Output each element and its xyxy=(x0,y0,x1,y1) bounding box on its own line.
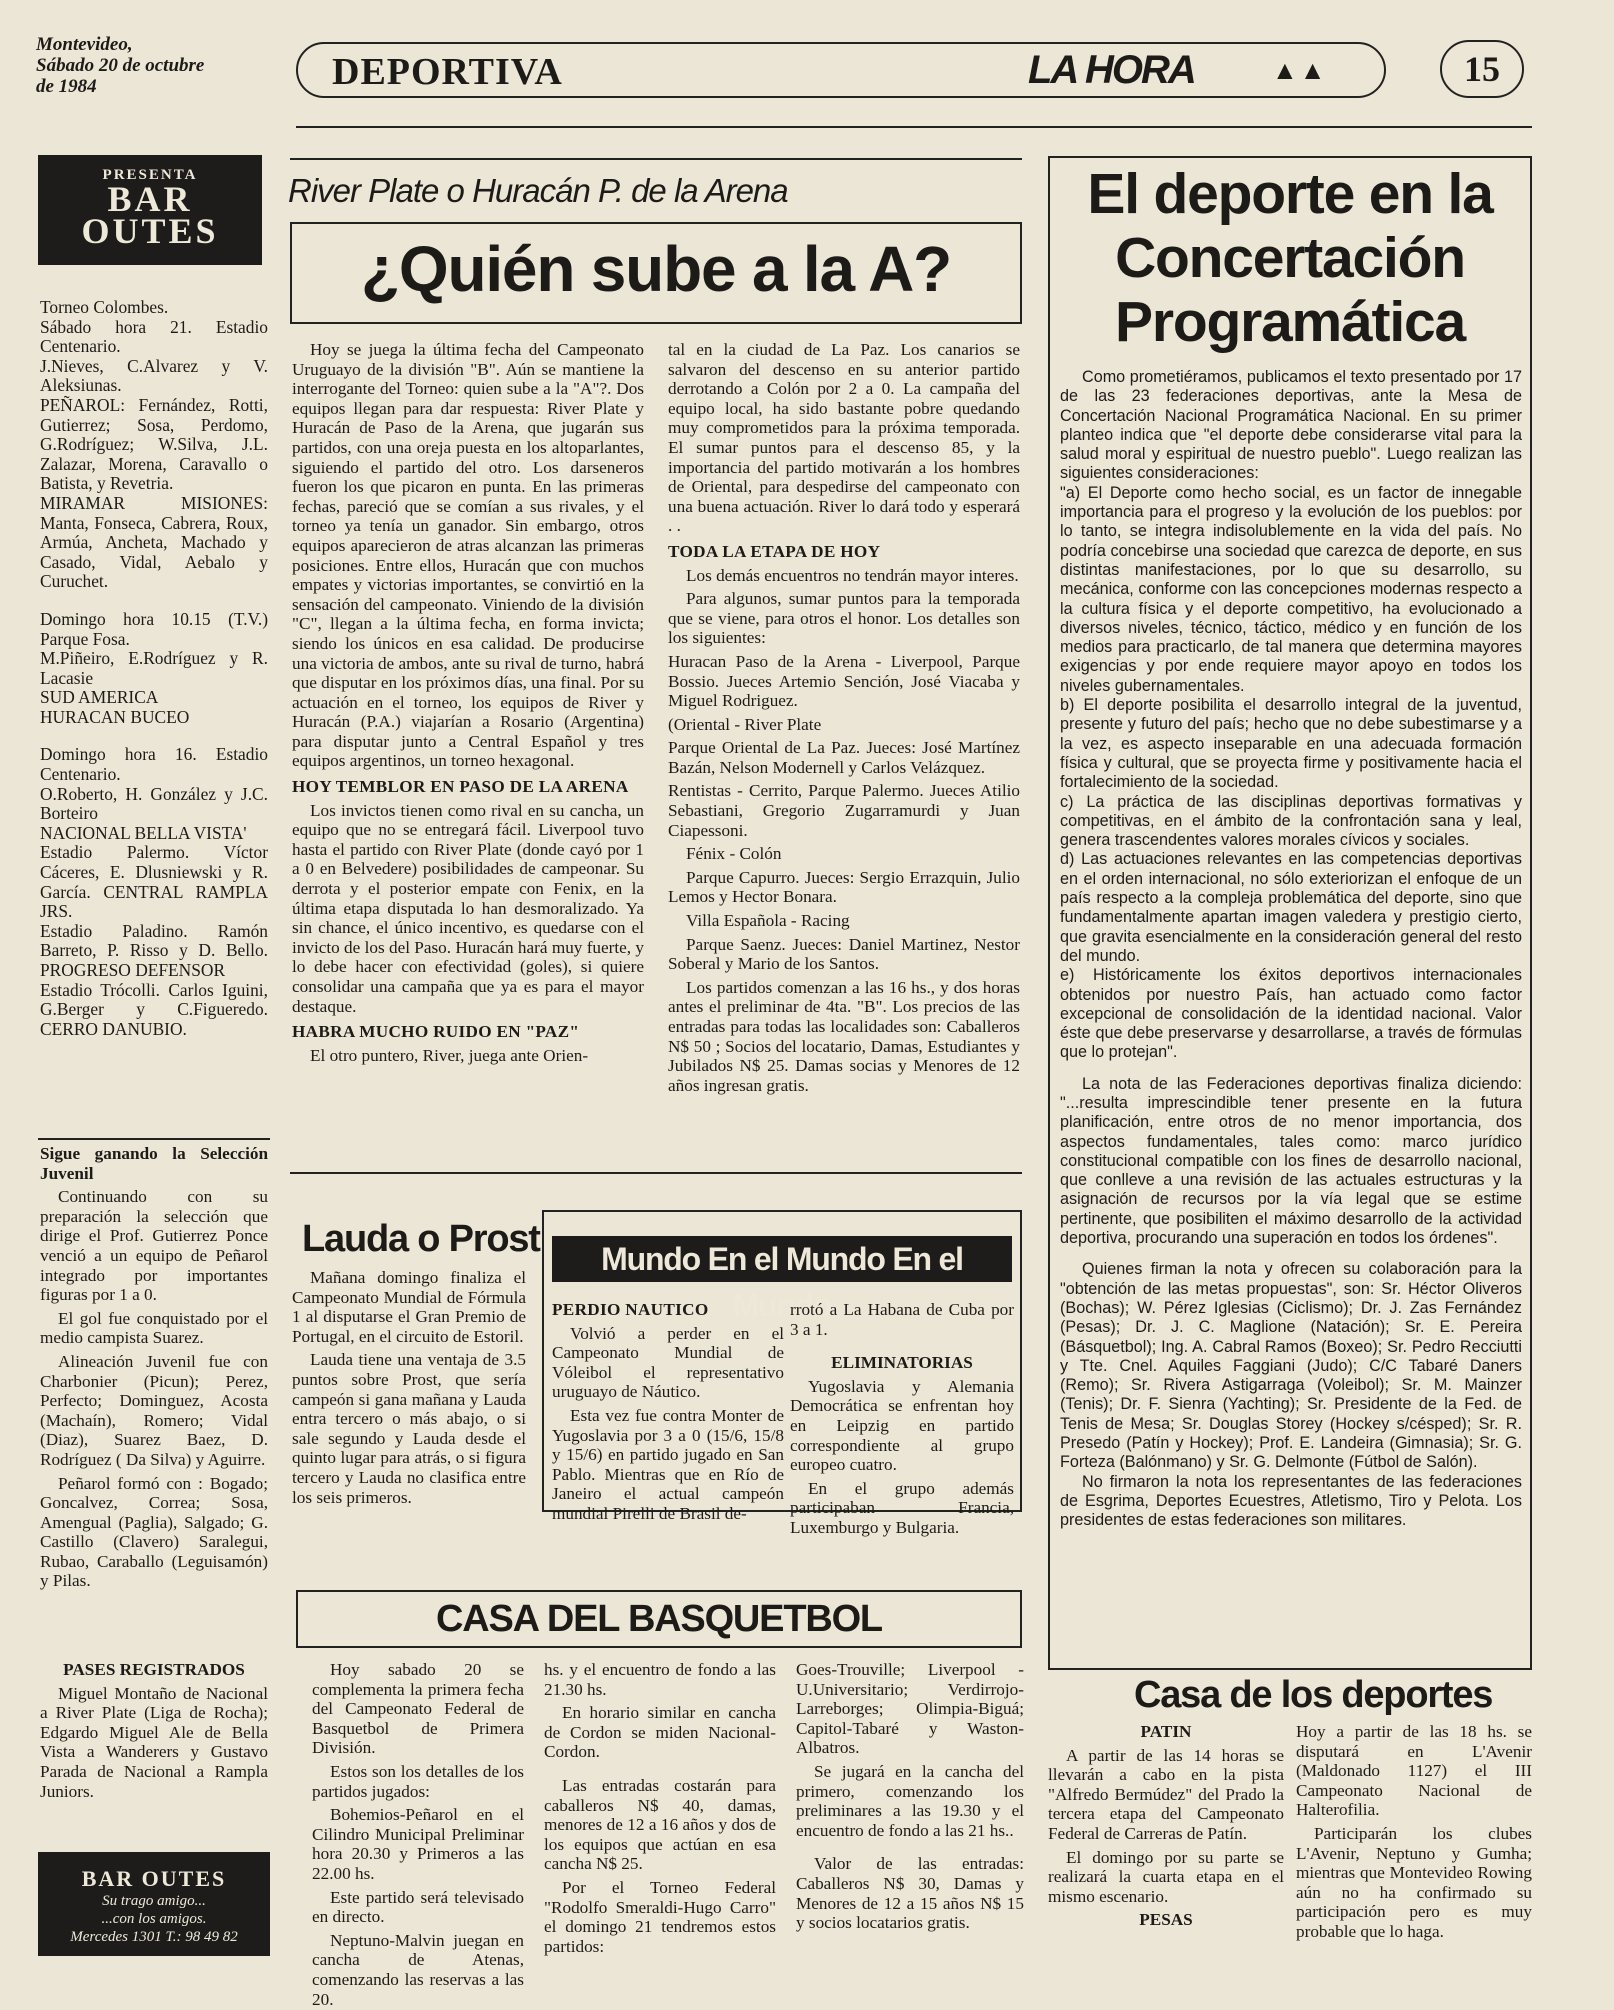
basquetbol-column-2 xyxy=(544,1660,776,1970)
mundo-paragraph: rrotó a La Habana de Cuba por 3 a 1. xyxy=(790,1300,1014,1339)
seleccion-juvenil-article xyxy=(40,1144,268,1624)
basquetbol-paragraph: Valor de las entradas: Caballeros N$ 30, Damas y Menores de 12 a 15 años N$ 15 y socios locatarios gratis. xyxy=(796,1854,1024,1933)
page-number: 15 xyxy=(1440,40,1524,98)
masthead-logo: LA HORA xyxy=(1028,48,1195,92)
dateline-line: Sábado 20 de octubre xyxy=(36,55,205,76)
basquetbol-paragraph: Estos son los detalles de los partidos jugados: xyxy=(312,1761,524,1801)
bar-outes-logo-top xyxy=(38,155,262,265)
center-top-divider xyxy=(290,158,1022,160)
concertacion-paragraph: e) Históricamente los éxitos deportivos internacionales obtenidos por nuestro País, han actuado como factor excepcional de consolidación de la identidad nacional. Valor éste que debe preservarse y desarrollarse, a través de fórmulas que lo protejan". xyxy=(1060,966,1522,1062)
masthead-arrows-icon: ▲▲ xyxy=(1272,56,1328,85)
article-paragraph: Para algunos, sumar puntos para la temporada que se viene, para otros el honor. Los detalles son los siguientes: xyxy=(668,589,1020,648)
concertacion-paragraph: d) Las actuaciones relevantes en las competencias deportivas en el orden internacional, no sólo exteriorizan el enfoque de un país respecto a la compleja problemática del deporte, sino que fundamentalmente apartan imagen valedera y prestigio cierto, que gravita esencialmente en la consideración general del resto del mundo. xyxy=(1060,850,1522,965)
concertacion-paragraph: "a) El Deporte como hecho social, es un factor de innegable importancia para el progreso y la evolución de los pueblos: por lo tanto, se integra indisolublemente en la vida del país. No podría concebirse una sociedad que carezca de deporte, en sus distintas manifestaciones, por lo que su desarrollo, su mecánica, conforme con las concepciones modernas respecto a la cultura física y el deporte competitivo, ha evolucionado a diversos niveles, técnico, táctico, médico y en función de los medios para practicarlo, de tal manera que determina mayores exigencias y por ende requiere mayor apoyo en todos los niveles gubernamentales. xyxy=(1060,483,1522,695)
listing-line: MIRAMAR MISIONES: Manta, Fonseca, Cabrera, Roux, Armúa, Ancheta, Machado y Casado, Vidal, Aebalo y Curuchet. xyxy=(40,492,268,592)
mundo-paragraph: Esta vez fue contra Monter de Yugoslavia por 3 a 0 (15/6, 15/8 y 15/6) en partido jugado en San Pablo. Mientras que en Río de Janeiro el actual campeón mundial Pirelli de Brasil de- xyxy=(552,1405,784,1523)
casa-deportes-paragraph: Participarán los clubes L'Avenir, Neptuno y Gumha; mientras que Montevideo Rowing aún no ha confirmado su participación pero es muy probable que lo haga. xyxy=(1296,1823,1532,1941)
listing-line: Domingo hora 16. Estadio Centenario. xyxy=(40,744,268,785)
basquetbol-paragraph: Neptuno-Malvin juegan en cancha de Atenas, comenzando las reservas a las 20. xyxy=(312,1930,524,2009)
listing-line: Domingo hora 10.15 (T.V.) Parque Fosa. xyxy=(40,608,268,649)
article-paragraph: Parque Capurro. Jueces: Sergio Errazquin, Julio Lemos y Hector Bonara. xyxy=(668,867,1020,907)
basquetbol-paragraph: Por el Torneo Federal "Rodolfo Smeraldi-Hugo Carro" el domingo 21 tendremos estos partidos: xyxy=(544,1877,776,1956)
concertacion-paragraph: Como prometiéramos, publicamos el texto presentado por 17 de las 23 federaciones deportivas, ante la Mesa de Concertación Nacional Programática Nacional. En su primer planteo indica que "el deporte debe considerarse vital para la salud moral y espiritual de nuestro pueblo". Luego realizan las siguientes consideraciones: xyxy=(1060,368,1522,483)
juvenil-paragraph: Continuando con su preparación la selección que dirige el Prof. Gutierrez Ponce venció a un equipo de Peñarol integrado por importantes figuras por 1 a 0. xyxy=(40,1187,268,1305)
listing-line: Estadio Palermo. Víctor Cáceres, E. Dlusniewski y R. García. CENTRAL RAMPLA JRS. xyxy=(40,842,268,922)
article-subheading: TODA LA ETAPA DE HOY xyxy=(668,541,881,561)
article-paragraph: El otro puntero, River, juega ante Orien- xyxy=(310,1045,589,1065)
article-paragraph: Los demás encuentros no tendrán mayor interes. xyxy=(686,565,1019,585)
casa-deportes-title: Casa de los deportes xyxy=(1134,1674,1493,1716)
concertacion-headline: El deporte en la Concertación Programática xyxy=(1087,162,1493,354)
article-paragraph: Huracan Paso de la Arena - Liverpool, Parque Bossio. Jueces Artemio Sención, José Viacaba y Miguel Rodriguez. xyxy=(668,651,1020,711)
lauda-prost-article xyxy=(292,1268,526,1588)
mundo-column-1 xyxy=(552,1300,784,1523)
bar-outes-logo-bottom xyxy=(38,1852,270,1956)
basquetbol-paragraph: En horario similar en cancha de Cordon se miden Nacional-Cordon. xyxy=(544,1703,776,1762)
bar-logo-address: Mercedes 1301 T.: 98 49 82 xyxy=(70,1929,238,1945)
listing-line: HURACAN BUCEO xyxy=(40,706,190,727)
casa-deportes-paragraph: Hoy a partir de las 18 hs. se disputará en L'Avenir (Maldonado 1127) el III Campeonato Nacional de Halterofilia. xyxy=(1296,1722,1532,1820)
basquetbol-paragraph: Las entradas costarán para caballeros N$ 40, damas, menores de 12 a 16 años y dos de los equipos que actúan en esa cancha N$ 25. xyxy=(544,1775,776,1874)
lauda-paragraph: Lauda tiene una ventaja de 3.5 puntos sobre Prost, que sería campeón si gana mañana y Lauda entra tercero o más abajo, o si sale segundo y Lauda desde el quinto lugar para atrás, o si figura tercero y Lauda no clasifica entre los seis primeros. xyxy=(292,1350,526,1507)
mundo-column-2 xyxy=(790,1300,1014,1537)
concertacion-body xyxy=(1060,368,1522,1668)
lauda-prost-title: Lauda o Prost xyxy=(302,1218,540,1260)
basquetbol-paragraph: Goes-Trouville; Liverpool -U.Universitario; Verdirrojo-Larreborges; Olimpia-Biguá; Capitol-Tabaré y Waston-Albatros. xyxy=(796,1660,1024,1758)
mundo-paragraph: Yugoslavia y Alemania Democrática se enfrentan hoy en Leipzig en partido correspondiente al grupo europeo cuatro. xyxy=(790,1376,1014,1475)
listing-line: Torneo Colombes. xyxy=(40,297,169,317)
article-paragraph: Fénix - Colón xyxy=(686,844,782,864)
article-paragraph: Villa Española - Racing xyxy=(686,911,850,931)
article-paragraph: Los partidos comenzan a las 16 hs., y dos horas antes el preliminar de 4ta. "B". Los precios de las entradas para todas las localidades son: Caballeros N$ 50 ; Socios del locatario, Damas, Estudiantes y Jubilados N$ 25. Damas socias y Menores de 12 años ingresan gratis. xyxy=(668,977,1020,1095)
torneo-colombes-listing xyxy=(40,298,268,1148)
basquetbol-column-3 xyxy=(796,1660,1024,1970)
basquetbol-paragraph: Este partido será televisado en directo. xyxy=(312,1887,524,1927)
juvenil-paragraph: Peñarol formó con : Bogado; Goncalvez, Correa; Sosa, Amengual (Paglia), Salgado; G. Castillo (Clavero) Saralegui, Rubao, Caraballo (Leguisamón) y Pilas. xyxy=(40,1473,268,1591)
article-paragraph: Los invictos tienen como rival en su cancha, un equipo que no se entregará fácil. Liverpool tuvo hasta el partido con River Plate (donde cayó por 1 a 0 en Belvedere) posibilidades de campeonar. Su derrota y el posterior empate con Fenix, en la última etapa disputada lo han desmoralizado. Ya sin chance, el único incentivo, es quedarse con el invicto de los del Paso. Huracán hará muy fuerte, y lo debe hacer con efectividad (goles), si quiere consolidar una campaña que ya es para el mayor destaque. xyxy=(292,800,644,1016)
article-column-1 xyxy=(292,340,644,1160)
casa-deportes-column-2 xyxy=(1296,1722,1532,1972)
basquetbol-paragraph: hs. y el encuentro de fondo a las 21.30 hs. xyxy=(544,1660,776,1699)
casa-deportes-subheading: PATIN xyxy=(1140,1722,1192,1741)
dateline-line: de 1984 xyxy=(36,76,97,97)
listing-line: PEÑAROL: Fernández, Rotti, Gutierrez; Sosa, Perdomo, G.Rodríguez; W.Silva, J.L. Zalazar, Morena, Caravallo o Batista, y Revetria. xyxy=(40,394,268,494)
dateline xyxy=(36,34,276,97)
juvenil-paragraph: El gol fue conquistado por el medio campista Suarez. xyxy=(40,1308,268,1348)
juvenil-heading: Sigue ganando la Selección Juvenil xyxy=(40,1144,268,1183)
bar-logo-name: BAR OUTES xyxy=(81,1866,227,1891)
casa-deportes-paragraph: El domingo por su parte se realizará la cuarta etapa en el mismo escenario. xyxy=(1048,1847,1284,1906)
listing-line: J.Nieves, C.Alvarez y V. Aleksiunas. xyxy=(40,355,268,396)
listing-line: Estadio Trócolli. Carlos Iguini, G.Berger y C.Figueredo. CERRO DANUBIO. xyxy=(40,979,268,1039)
concertacion-paragraph: c) La práctica de las disciplinas deportivas formativas y competitivas, en el ámbito de la confrontación sana y leal, genera trascendentes valores morales cívicos y sociales. xyxy=(1060,792,1522,850)
pases-heading: PASES REGISTRADOS xyxy=(63,1660,245,1679)
basquetbol-title: CASA DEL BASQUETBOL xyxy=(436,1598,882,1640)
mundo-title: Mundo En el Mundo En el Mundo xyxy=(552,1236,1012,1282)
article-subheading: HABRA MUCHO RUIDO EN "PAZ" xyxy=(292,1022,580,1042)
article-column-2 xyxy=(668,340,1020,1160)
article-paragraph: Rentistas - Cerrito, Parque Palermo. Jueces Atilio Sebastiani, Gregorio Zugarramurdi y Juan Ciapessoni. xyxy=(668,781,1020,840)
dateline-line: Montevideo, xyxy=(36,34,133,55)
mundo-subheading: ELIMINATORIAS xyxy=(831,1353,973,1373)
left-column-divider xyxy=(38,1138,270,1140)
listing-line: Sábado hora 21. Estadio Centenario. xyxy=(40,316,268,357)
bar-logo-slogan: Su trago amigo... xyxy=(102,1893,206,1909)
juvenil-paragraph: Alineación Juvenil fue con Charbonier (Picun); Perez, Perfecto; Dominguez, Acosta (Machaín), Romero; Vidal (Diaz), Suarez Baez, D. Rodríguez ( Da Silva) y Aguirre. xyxy=(40,1351,268,1469)
article-headline: ¿Quién sube a la A? xyxy=(360,233,952,305)
casa-deportes-paragraph: A partir de las 14 horas se llevarán a cabo en la pista "Alfredo Bermúdez" del Prado la tercera etapa del Campeonato Federal de Carreras de Patín. xyxy=(1048,1745,1284,1843)
pases-paragraph: Miguel Montaño de Nacional a River Plate (Liga de Rocha); Edgardo Miguel Ale de Bella Vista a Wanderers y Gustavo Parada de Nacional a Rampla Juniors. xyxy=(40,1683,268,1801)
article-paragraph: Parque Oriental de La Paz. Jueces: José Martínez Bazán, Nelson Modernell y Carlos Velázquez. xyxy=(668,738,1020,777)
casa-deportes-subheading: PESAS xyxy=(1139,1910,1193,1930)
concertacion-paragraph: b) El deporte posibilita el desarrollo integral de la juventud, presente y futuro del país; hecho que no debe subestimarse y a la vez, es aspecto inseparable en una adecuada formación física y cultural, que se proyecta firme y positivamente hacia el fortalecimiento de la sociedad. xyxy=(1060,696,1522,792)
listing-line: NACIONAL BELLA VISTA' xyxy=(40,822,247,843)
basquetbol-paragraph: Hoy sabado 20 se complementa la primera fecha del Campeonato Federal de Basquetbol de Primera División. xyxy=(312,1660,524,1758)
casa-deportes-column-1 xyxy=(1048,1722,1284,1972)
mundo-paragraph: Volvió a perder en el Campeonato Mundial de Vóleibol el representativo uruguayo de Náutico. xyxy=(552,1323,784,1402)
mundo-subheading: PERDIO NAUTICO xyxy=(552,1300,709,1319)
pases-registrados-article xyxy=(40,1660,268,1820)
listing-line: M.Piñeiro, E.Rodríguez y R. Lacasie xyxy=(40,648,268,688)
concertacion-paragraph: La nota de las Federaciones deportivas finaliza diciendo: "...resulta imprescindible tener presente en la futura planificación, entre otros de no menor importancia, dos aspectos fundamentales, tales como: marco jurídico constitucional compatible con los fines de desarrollo nacional, que conlleve a una revisión de las actuales estructuras y la asignación de recursos por la vía legal que se estime pertinente, que posibiliten el máximo desarrollo de la actividad deportiva, procurando una superación en todos los órdenes". xyxy=(1060,1074,1522,1248)
lauda-paragraph: Mañana domingo finaliza el Campeonato Mundial de Fórmula 1 al disputarse el Gran Premio de Portugal, en el circuito de Estoril. xyxy=(292,1268,526,1346)
header-divider xyxy=(296,126,1532,128)
concertacion-paragraph: Quienes firman la nota y ofrecen su colaboración para la "obtención de las metas propuestas", son: Sr. Héctor Oliveros (Bochas); W. Pérez Iglesias (Ciclismo); Dr. J. Zas Fernández (Pesas); Dr. J. C. Maglione (Natación); Sr. E. Pereira (Básquetbol); Ing. A. Cabral Ramos (Boxeo); Sr. Pedro Recciutti y Tte. Cnel. Aquiles Faggiani (Judo); C/C Tabaré Daners (Remo); Sr. Rivera Astigarraga (Voleibol); Sr. M. Mainzer (Tenis); Dr. F. Sienra (Yachting); Sr. Presidente de la Fed. de Tenis de Mesa; Sr. Douglas Storey (Hockey s/césped); Sr. R. Presedo (Patín y Hockey); Prof. E. Landeira (Gimnasia); Sr. G. Forteza (Balónmano) y Sr. G. Delmonte (Fútbol de Salón). xyxy=(1060,1260,1522,1472)
article-paragraph: tal en la ciudad de La Paz. Los canarios se salvaron del descenso en su anterior partido derrotando a Colón por 2 a 0. La campaña del equipo local, ha sido bastante pobre quedando muy comprometidos para la próxima temporada. El sumar puntos para el descenso 85, y la importancia del partido motivarán a los hombres de Oriental, para despedirse del campeonato con una buena actuación. River lo dará todo y esperará . . xyxy=(668,340,1020,536)
article-paragraph: Hoy se juega la última fecha del Campeonato Uruguayo de la división "B". Aún se mantiene la interrogante del Torneo: quien sube a la "A"?. Dos equipos llegan para dar respuesta: River Plate y Huracán de Paso de la Arena, que jugarán sus partidos, con una oreja puesta en los altoparlantes, siguiendo el partido del otro. Los darseneros fueron los que picaron en punta. En las primeras fechas, pareció que se comían a sus rivales, y el torneo ya tenía un ganador. Sin embargo, otros equipos aparecieron de atras alcanzan las primeras posiciones. Entre ellos, Huracán que con muchos empates y victorias importantes, se convirtió en la sensación del campeonato. Viniendo de la división "C", llegan a la última fecha, en forma invicta; siendo los únicos en esa calidad. De producirse una victoria de ambos, ante su rival de turno, habrá que disputar en los próximos días, una final. Por su actuación en el torneo, los equipos de River y Huracán (P.A.) viajarían a Rosario (Argentina) para disputar junto a Central Español y tres equipos argentinos, un torneo hexagonal. xyxy=(292,340,644,771)
section-name: DEPORTIVA xyxy=(332,51,563,93)
listing-line: Estadio Paladino. Ramón Barreto, P. Risso y D. Bello. PROGRESO DEFENSOR xyxy=(40,920,268,980)
mundo-paragraph: En el grupo además participaban Francia, Luxemburgo y Bulgaria. xyxy=(790,1478,1014,1537)
center-middle-divider xyxy=(290,1172,1022,1174)
listing-line: SUD AMERICA xyxy=(40,687,159,708)
bar-logo-outes: OUTES xyxy=(81,211,219,251)
bar-logo-bar: BAR xyxy=(107,179,193,219)
concertacion-paragraph: No firmaron la nota los representantes de las federaciones de Esgrima, Deportes Ecuestres, Atletismo, Tiro y Pelota. Los presidentes de estas federaciones son militares. xyxy=(1060,1472,1522,1530)
listing-line: O.Roberto, H. González y J.C. Borteiro xyxy=(40,783,268,824)
article-paragraph: (Oriental - River Plate xyxy=(668,714,822,734)
basquetbol-paragraph: Se jugará en la cancha del primero, comenzando los preliminares a las 19.30 y el encuentro de fondo a las 21 hs.. xyxy=(796,1761,1024,1840)
article-kicker: River Plate o Huracán P. de la Arena xyxy=(288,172,788,209)
basquetbol-column-1 xyxy=(312,1660,524,2009)
article-subheading: HOY TEMBLOR EN PASO DE LA ARENA xyxy=(292,777,629,797)
basquetbol-paragraph: Bohemios-Peñarol en el Cilindro Municipal Preliminar hora 20.30 y Primeros a las 22.00 hs. xyxy=(312,1805,524,1883)
bar-logo-presenta: PRESENTA xyxy=(102,167,198,183)
bar-logo-slogan: ...con los amigos. xyxy=(101,1911,207,1927)
article-paragraph: Parque Saenz. Jueces: Daniel Martinez, Nestor Soberal y Mario de los Santos. xyxy=(668,934,1020,974)
